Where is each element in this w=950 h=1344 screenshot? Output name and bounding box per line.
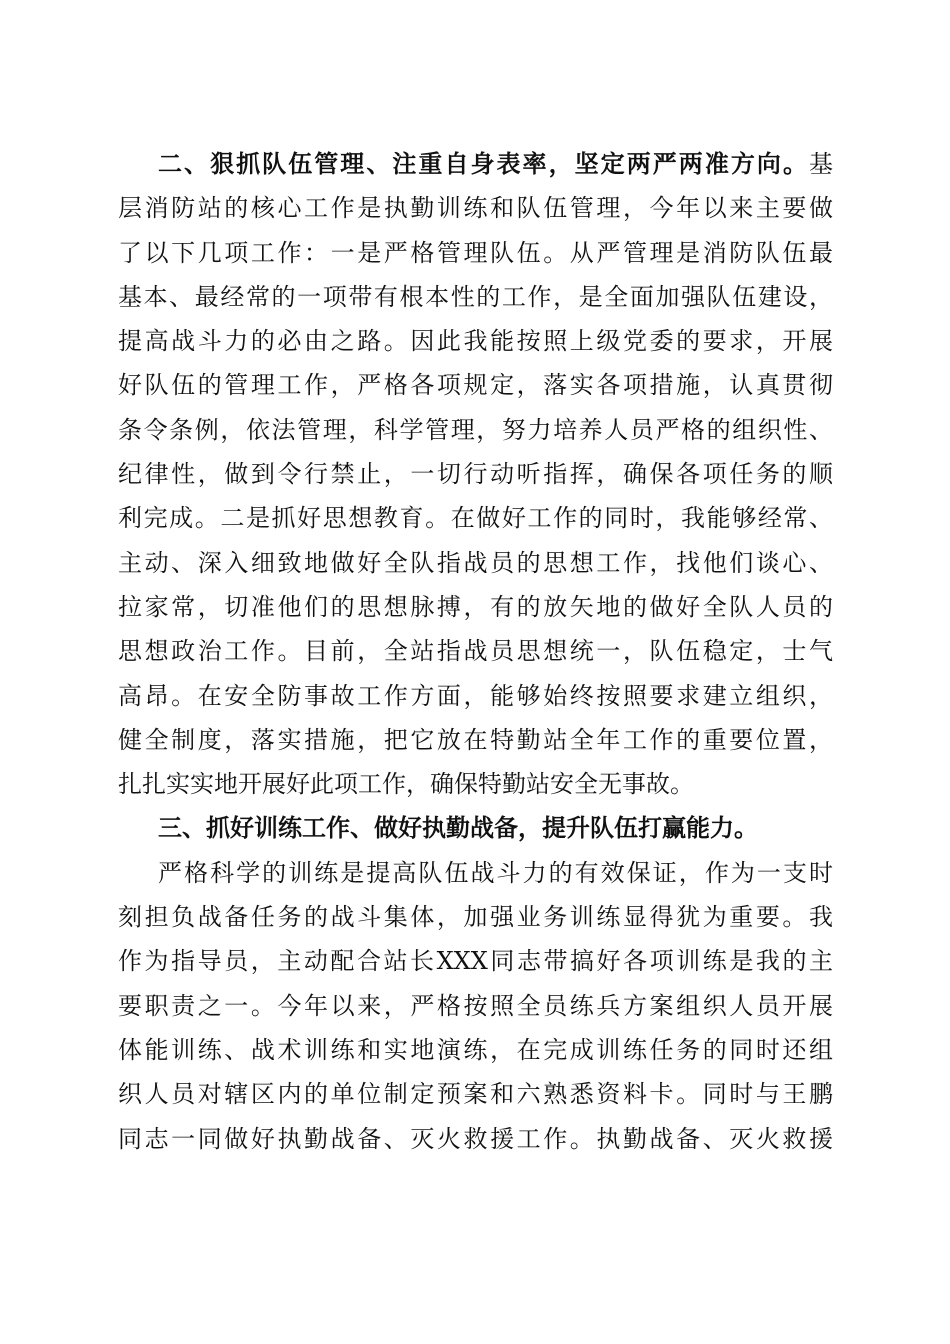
section2-line-1: 层消防站的核心工作是执勤训练和队伍管理，今年以来主要做 <box>118 194 833 223</box>
section2-line-9: 主动、深入细致地做好全队指战员的思想工作，找他们谈心、 <box>118 548 833 577</box>
section2-first-line <box>118 142 833 186</box>
section2-first-line-tail: 基 <box>809 150 833 178</box>
section2-line-12: 高昂。在安全防事故工作方面，能够始终按照要求建立组织， <box>118 681 833 710</box>
section3-line-5: 织人员对辖区内的单位制定预案和六熟悉资料卡。同时与王鹏 <box>118 1080 833 1109</box>
section3-line-4: 体能训练、战术训练和实地演练，在完成训练任务的同时还组 <box>118 1035 833 1064</box>
section2-line-2: 了以下几项工作：一是严格管理队伍。从严管理是消防队伍最 <box>118 238 833 267</box>
section2-line-11: 思想政治工作。目前，全站指战员思想统一，队伍稳定，士气 <box>118 637 833 666</box>
section2-line-4: 提高战斗力的必由之路。因此我能按照上级党委的要求，开展 <box>118 327 833 356</box>
section2-line-13: 健全制度，落实措施，把它放在特勤站全年工作的重要位置， <box>118 725 833 754</box>
section3-line-1: 刻担负战备任务的战斗集体，加强业务训练显得犹为重要。我 <box>118 903 833 932</box>
section3-line-2: 作为指导员，主动配合站长XXX同志带搞好各项训练是我的主 <box>118 947 833 976</box>
section3-line-6: 同志一同做好执勤战备、灭火救援工作。执勤战备、灭火救援 <box>118 1124 833 1153</box>
section2-line-7: 纪律性，做到令行禁止，一切行动听指挥，确保各项任务的顺 <box>118 460 833 489</box>
section2-line-8: 利完成。二是抓好思想教育。在做好工作的同时，我能够经常、 <box>118 504 833 533</box>
section3-first-line: 严格科学的训练是提高队伍战斗力的有效保证，作为一支时 <box>158 858 833 887</box>
section2-line-10: 拉家常，切准他们的思想脉搏，有的放矢地的做好全队人员的 <box>118 592 833 621</box>
section3-line-3: 要职责之一。今年以来，严格按照全员练兵方案组织人员开展 <box>118 991 833 1020</box>
document-body <box>118 142 833 1161</box>
section2-line-5: 好队伍的管理工作，严格各项规定，落实各项措施，认真贯彻 <box>118 371 833 400</box>
section2-heading: 二、狠抓队伍管理、注重自身表率，坚定两严两准方向。 <box>158 149 809 178</box>
section3-heading: 三、抓好训练工作、做好执勤战备，提升队伍打赢能力。 <box>158 813 758 843</box>
section2-line-3: 基本、最经常的一项带有根本性的工作，是全面加强队伍建设， <box>118 282 833 311</box>
section2-line-14: 扎扎实实地开展好此项工作，确保特勤站安全无事故。 <box>118 770 694 799</box>
section2-line-6: 条令条例，依法管理，科学管理，努力培养人员严格的组织性、 <box>118 415 833 444</box>
